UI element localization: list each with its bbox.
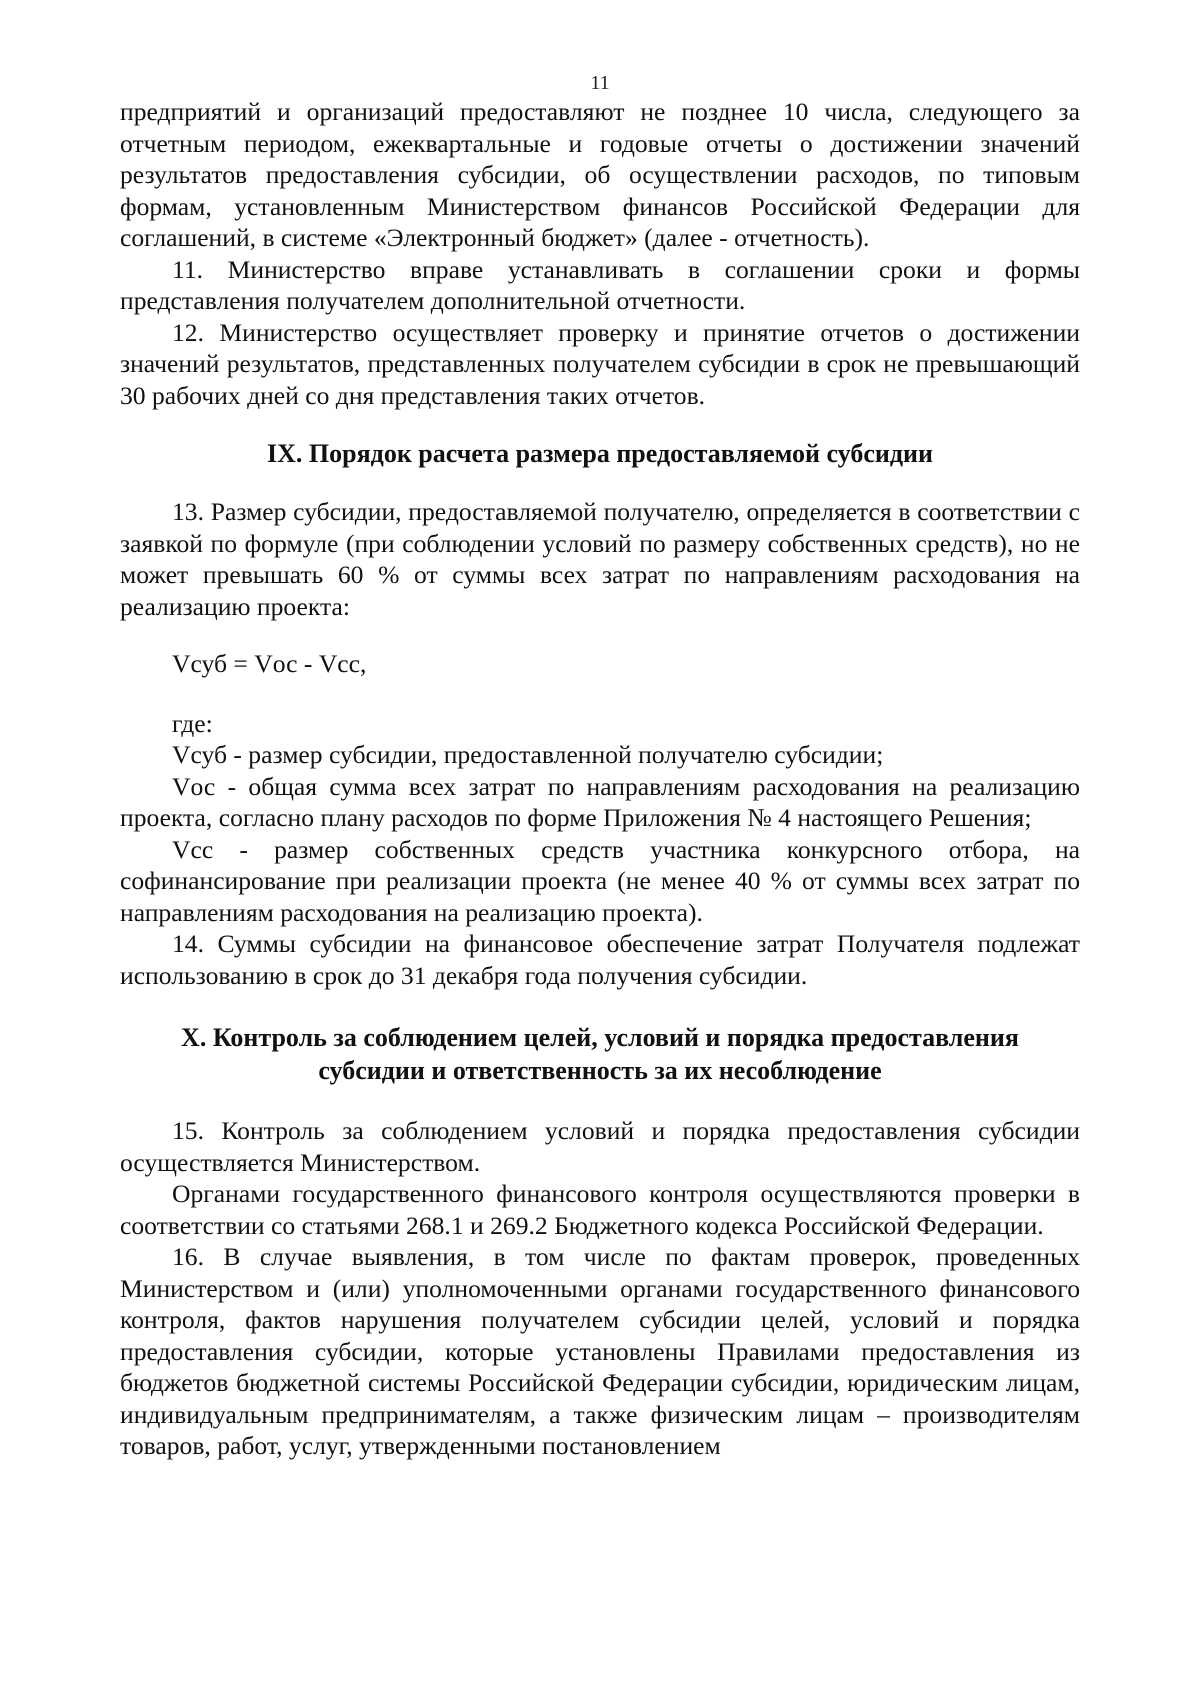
formula: Vсуб = Vос - Vсс, (172, 649, 367, 678)
section-heading-ix (120, 437, 1080, 470)
definition-vsub: Vсуб - размер субсидии, предоставленной получателю субсидии; (172, 740, 884, 769)
paragraph-13: 13. Размер субсидии, предоставляемой получателю, определяется в соответствии с заявкой по формуле (при соблюдении условий по размеру собственных средств), но не может превышать 60 % от суммы всех затрат по направлениям расходования на реализацию проекта: (120, 497, 1080, 621)
where-label: где: (172, 708, 213, 738)
document-body (120, 96, 1080, 1462)
section-heading-x (120, 1021, 1080, 1087)
definition-vss: Vсс - размер собственных средств участника конкурсного отбора, на софинансирование при реализации проекта (не менее 40 % от суммы всех затрат по направлениям расходования на реализацию проекта). (120, 834, 1080, 927)
paragraph-continuation: предприятий и организаций предоставляют не позднее 10 числа, следующего за отчетным периодом, ежеквартальные и годовые отчеты о достижении значений результатов предоставления субсидии, об осуществлении расходов, по типовым формам, установленным Министерством финансов Российской Федерации для соглашений, в системе «Электронный бюджет» (далее - отчетность). (120, 97, 1080, 252)
paragraph-11: 11. Министерство вправе устанавливать в соглашении сроки и формы представления получателем дополнительной отчетности. (120, 254, 1080, 315)
paragraph-15-control: Органами государственного финансового контроля осуществляются проверки в соответствии со статьями 268.1 и 269.2 Бюджетного кодекса Российской Федерации. (120, 1179, 1080, 1240)
paragraph-14: 14. Суммы субсидии на финансовое обеспечение затрат Получателя подлежат использованию в срок до 31 декабря года получения субсидии. (120, 929, 1080, 990)
section-heading-x-line2: субсидии и ответственность за их несоблюдение (318, 1056, 882, 1085)
page-number: 11 (590, 72, 610, 94)
paragraph-15: 15. Контроль за соблюдением условий и порядка предоставления субсидии осуществляется Министерством. (120, 1116, 1080, 1177)
paragraph-12: 12. Министерство осуществляет проверку и принятие отчетов о достижении значений результатов, представленных получателем субсидии в срок не превышающий 30 рабочих дней со дня представления таких отчетов. (120, 317, 1080, 410)
section-heading-x-line1: X. Контроль за соблюдением целей, условий и порядка предоставления (181, 1023, 1019, 1052)
paragraph-16: 16. В случае выявления, в том числе по фактам проверок, проведенных Министерством и (или) уполномоченными органами государственного финансового контроля, фактов нарушения получателем субсидии целей, условий и порядка предоставления субсидии, которые установлены Правилами предоставления из бюджетов бюджетной системы Российской Федерации субсидии, юридическим лицам, индивидуальным предпринимателям, а также физическим лицам – производителям товаров, работ, услуг, утвержденными постановлением (120, 1242, 1080, 1460)
definition-vos: Vос - общая сумма всех затрат по направлениям расходования на реализацию проекта, согласно плану расходов по форме Приложения № 4 настоящего Решения; (120, 771, 1080, 832)
section-heading-ix-text: IX. Порядок расчета размера предоставляемой субсидии (267, 439, 933, 468)
